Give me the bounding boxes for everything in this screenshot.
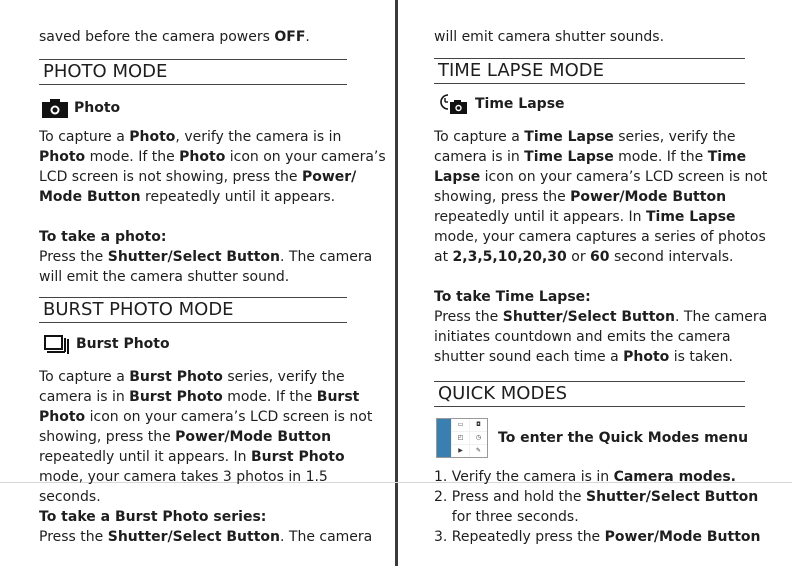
time-lapse-paragraph bbox=[434, 127, 767, 267]
text-line bbox=[39, 507, 372, 527]
text-line: mode, your camera takes 3 photos in 1.5 bbox=[39, 469, 328, 485]
text-line: Photo mode. If the Photo icon on your camera’s bbox=[39, 149, 386, 165]
bold-text: Time Lapse bbox=[524, 149, 614, 165]
bold-text: Burst Photo bbox=[129, 389, 223, 405]
bold-text: Photo bbox=[39, 149, 86, 165]
text-line: mode, your camera captures a series of photos bbox=[434, 229, 766, 245]
text-line: Press the Shutter/Select Button. The camera bbox=[434, 309, 768, 325]
text-line: repeatedly until it appears. In Burst Photo bbox=[39, 449, 345, 465]
bold-text: Power/Mode Button bbox=[570, 189, 727, 205]
bold-text: Shutter/Select Button bbox=[107, 529, 280, 545]
quick-modes-cell: ◰ bbox=[452, 432, 469, 444]
text-line: LCD screen is not showing, press the Power/ bbox=[39, 169, 357, 185]
bold-text: Power/Mode Button bbox=[604, 529, 761, 545]
bold-text: Time Lapse bbox=[646, 209, 736, 225]
text-line: saved before the camera powers OFF. bbox=[39, 29, 310, 45]
bold-text: To take Time Lapse: bbox=[434, 289, 591, 305]
bold-text: Lapse bbox=[434, 169, 481, 185]
bold-text: Camera modes. bbox=[613, 469, 736, 485]
bold-text: Burst Photo bbox=[251, 449, 345, 465]
photo-mode-heading: PHOTO MODE bbox=[39, 59, 347, 85]
bold-text: Mode Button bbox=[39, 189, 141, 205]
text-line: initiates countdown and emits the camera bbox=[434, 329, 731, 345]
text-line: Press the Shutter/Select Button. The camera bbox=[39, 529, 373, 545]
bold-text: Burst bbox=[316, 389, 360, 405]
camera-icon bbox=[42, 98, 68, 118]
bold-text: Shutter/Select Button bbox=[502, 309, 675, 325]
burst-icon-row bbox=[44, 334, 170, 354]
text-line: 3. Repeatedly press the Power/Mode Button bbox=[434, 529, 761, 545]
quick-modes-heading: QUICK MODES bbox=[434, 381, 745, 407]
text-line: shutter sound each time a Photo is taken. bbox=[434, 349, 733, 365]
text-line: 1. Verify the camera is in Camera modes. bbox=[434, 469, 736, 485]
bold-text: Photo bbox=[129, 129, 176, 145]
quick-modes-steps bbox=[434, 467, 761, 547]
take-time-lapse-paragraph bbox=[434, 287, 767, 367]
time-lapse-icon bbox=[439, 93, 469, 115]
burst-mode-paragraph bbox=[39, 367, 372, 507]
text-line: Mode Button repeatedly until it appears. bbox=[39, 189, 336, 205]
quick-modes-cell: ◘ bbox=[470, 419, 487, 431]
bold-text: Power/ bbox=[301, 169, 357, 185]
time-lapse-icon-label: Time Lapse bbox=[475, 96, 565, 112]
bold-text: OFF bbox=[274, 29, 306, 45]
quick-modes-cell: ◷ bbox=[470, 432, 487, 444]
text-line: Photo icon on your camera’s LCD screen is not bbox=[39, 409, 373, 425]
time-lapse-heading: TIME LAPSE MODE bbox=[434, 58, 745, 84]
left-top-line bbox=[39, 27, 310, 47]
quick-modes-cell: ✎ bbox=[470, 445, 487, 457]
bold-text: To take a photo: bbox=[39, 229, 167, 245]
bold-text: 60 bbox=[590, 249, 610, 265]
bold-text: Photo bbox=[39, 409, 86, 425]
text-line: will emit the camera shutter sound. bbox=[39, 269, 290, 285]
text-line: Press the Shutter/Select Button. The camera bbox=[39, 249, 373, 265]
text-line: will emit camera shutter sounds. bbox=[434, 29, 665, 45]
text-line: camera is in Time Lapse mode. If the Time bbox=[434, 149, 747, 165]
bold-text: Photo bbox=[179, 149, 226, 165]
quick-modes-screen-icon bbox=[436, 418, 488, 458]
bold-text: Shutter/Select Button bbox=[585, 489, 759, 505]
burst-photo-icon bbox=[44, 334, 70, 354]
text-line: seconds. bbox=[39, 489, 101, 505]
text-line bbox=[434, 287, 767, 307]
photo-mode-paragraph bbox=[39, 127, 386, 207]
text-line: To capture a Burst Photo series, verify the bbox=[39, 369, 345, 385]
text-line: camera is in Burst Photo mode. If the Burst bbox=[39, 389, 360, 405]
text-line: 2. Press and hold the Shutter/Select Button bbox=[434, 489, 759, 505]
text-line: showing, press the Power/Mode Button bbox=[39, 429, 332, 445]
photo-icon-row bbox=[42, 98, 120, 118]
bold-text: Power/Mode Button bbox=[175, 429, 332, 445]
bold-text: Photo bbox=[623, 349, 670, 365]
bold-text: Time Lapse bbox=[524, 129, 614, 145]
text-line bbox=[39, 227, 372, 247]
burst-icon-label: Burst Photo bbox=[76, 336, 170, 352]
bold-text: Shutter/Select Button bbox=[107, 249, 280, 265]
text-line: To capture a Time Lapse series, verify the bbox=[434, 129, 736, 145]
right-page bbox=[399, 0, 792, 566]
bold-text: Burst Photo bbox=[129, 369, 223, 385]
quick-modes-menu-label: To enter the Quick Modes menu bbox=[498, 430, 749, 446]
bold-text: 2,3,5,10,20,30 bbox=[452, 249, 567, 265]
text-line: Lapse icon on your camera’s LCD screen is not bbox=[434, 169, 768, 185]
text-line: showing, press the Power/Mode Button bbox=[434, 189, 727, 205]
text-line: repeatedly until it appears. In Time Lapse bbox=[434, 209, 736, 225]
bold-text: To take a Burst Photo series: bbox=[39, 509, 267, 525]
quick-modes-cell: ▭ bbox=[452, 419, 469, 431]
quick-modes-screen-sidebar bbox=[437, 419, 451, 457]
text-line: at 2,3,5,10,20,30 or 60 second intervals. bbox=[434, 249, 734, 265]
time-lapse-icon-row bbox=[439, 93, 565, 115]
text-line: for three seconds. bbox=[434, 509, 579, 525]
text-line: To capture a Photo, verify the camera is in bbox=[39, 129, 342, 145]
bold-text: Time bbox=[707, 149, 747, 165]
quick-modes-cell: ▶ bbox=[452, 445, 469, 457]
take-photo-paragraph bbox=[39, 227, 372, 287]
left-page bbox=[0, 0, 395, 566]
take-burst-paragraph bbox=[39, 507, 372, 547]
right-top-line bbox=[434, 27, 664, 47]
photo-icon-label: Photo bbox=[74, 100, 121, 116]
burst-mode-heading: BURST PHOTO MODE bbox=[39, 297, 347, 323]
